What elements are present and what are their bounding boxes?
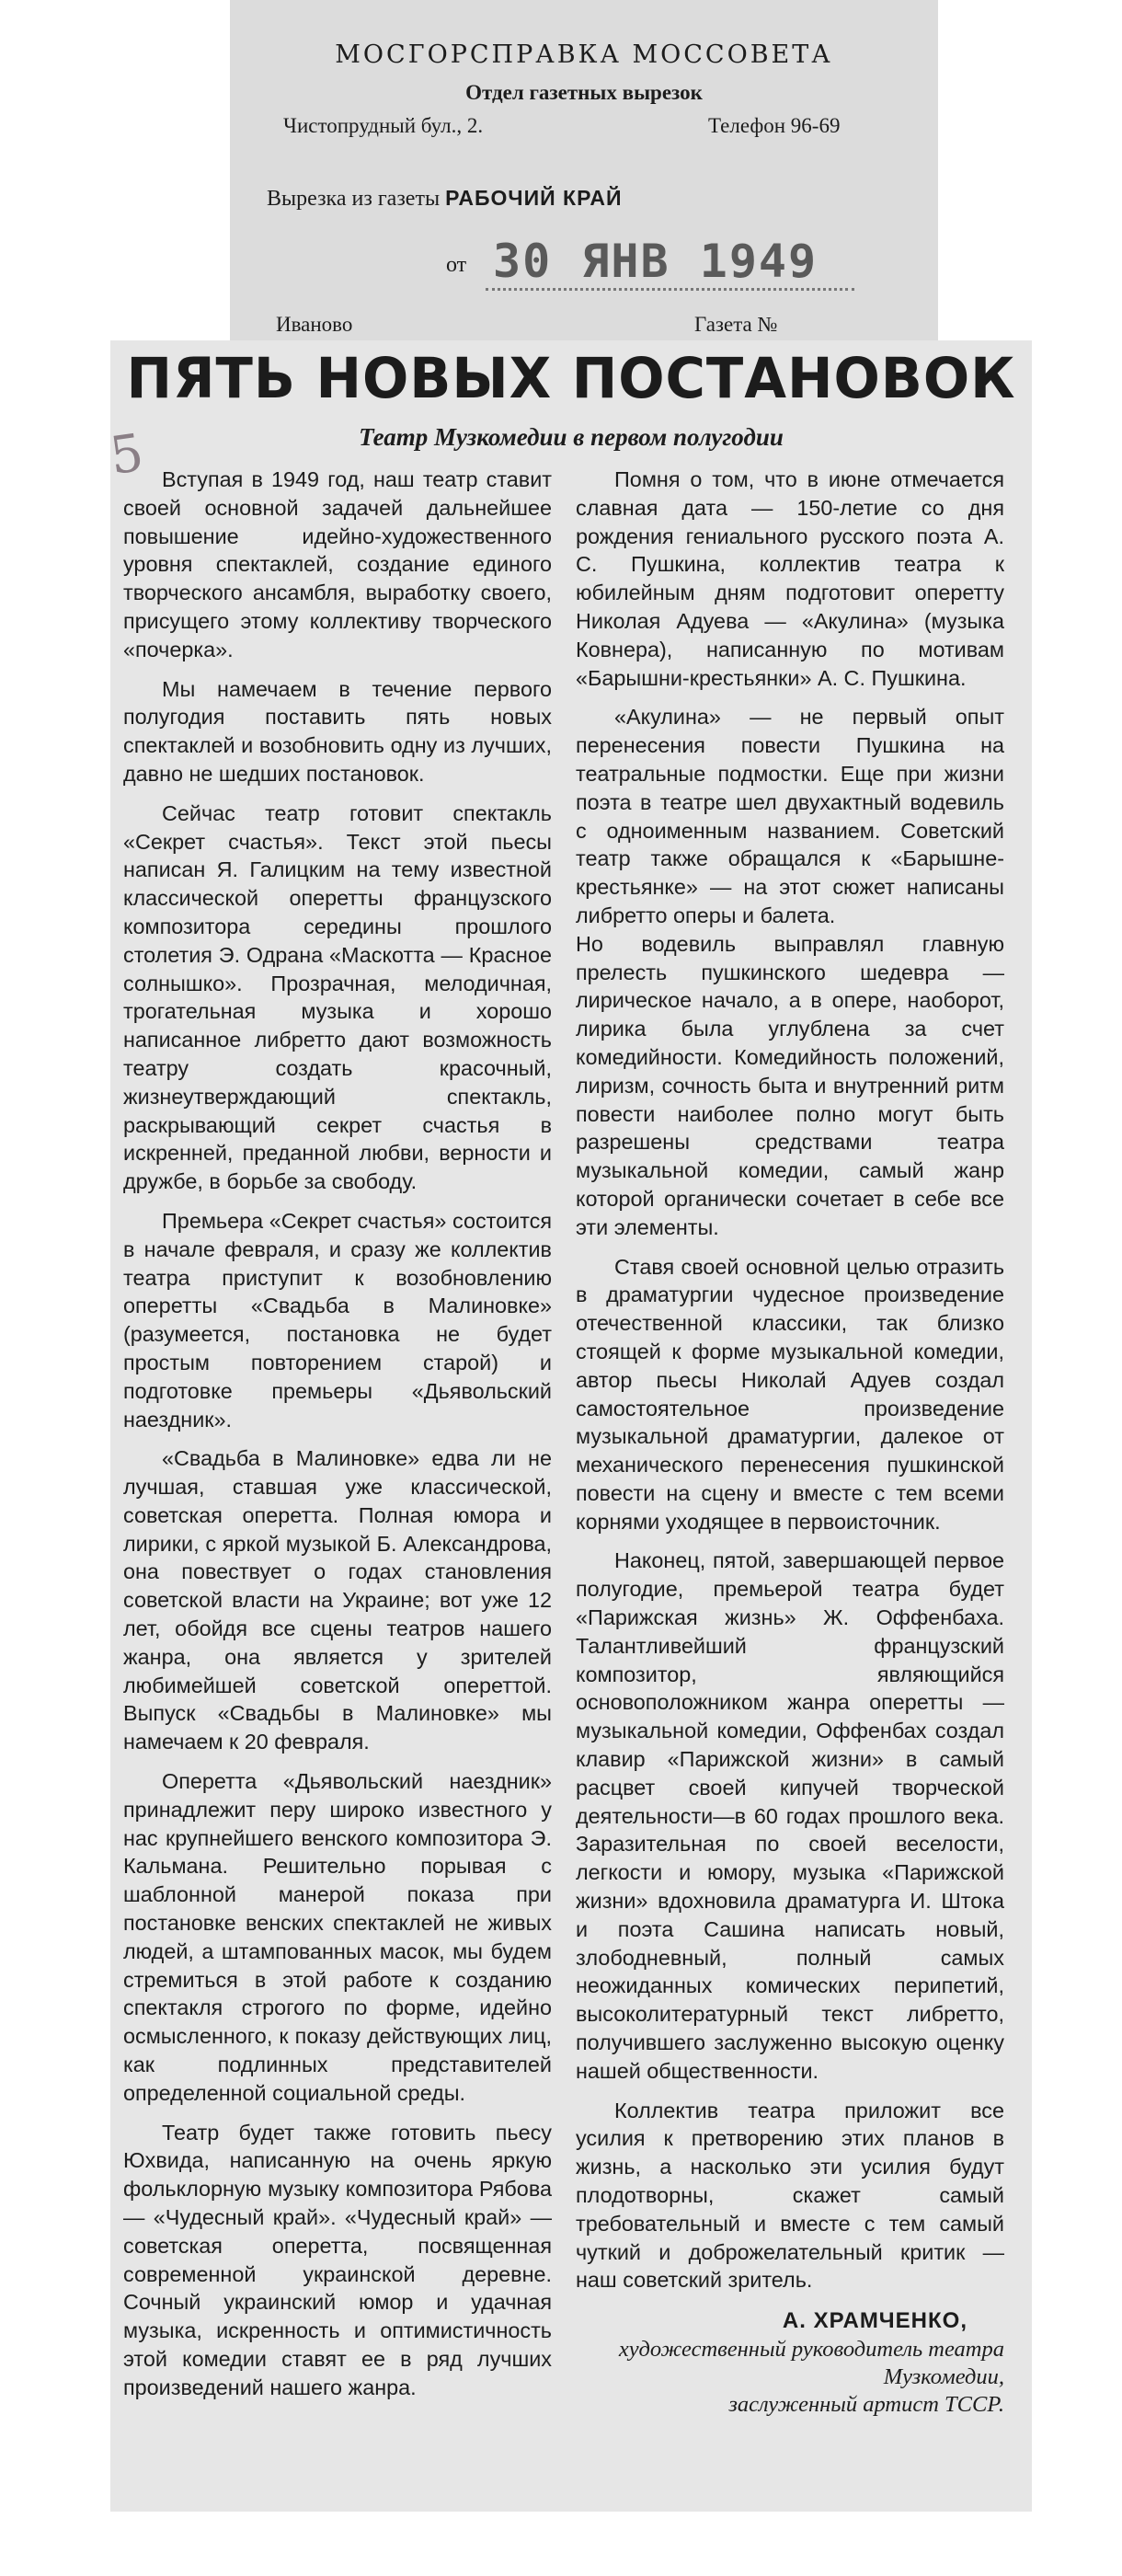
handwritten-margin-mark: 5: [106, 422, 147, 488]
article-left-column: [123, 466, 552, 2413]
paragraph: Помня о том, что в июне отмечается славная дата — 150-летие со дня рождения гениального русского поэта А. С. Пушкина, коллектив театра к юбилейным дням подготовит оперетту Николая Адуева — «Акулина» (музыка Ковнера), написанную по мотивам «Барышни-крестьянки» А. С. Пушкина.: [576, 467, 1004, 690]
paragraph: «Акулина» — не первый опыт перенесения повести Пушкина на театральные подмостки. Еще при жизни поэта в театре шел двухактный водевиль с одноименным названием. Советский театр также обращался к «Барышне-крестьянке» — на этот сюжет написаны либретто оперы и балета.: [576, 705, 1004, 927]
paragraph: Ставя своей основной целью отразить в драматургии чудесное произведение отечественной классики, так близко стоящей к форме музыкальной комедии, автор пьесы Николай Адуев создал самостоятельное произведение музыкальной драматургии, далекое от механического перенесения пушкинской повести на сцену и вместе с тем всеми корнями уходящее в первоисточник.: [576, 1254, 1004, 1534]
mosgorspravka-header-form: [230, 0, 938, 342]
article-right-column: [576, 466, 1004, 2419]
newspaper-clipping: [110, 340, 1032, 2512]
date-stamp: 30 ЯНВ 1949: [486, 235, 854, 291]
paragraph: Оперетта «Дьявольский наездник» принадлежит перу широко известного у нас крупнейшего венского композитора Э. Кальмана. Решительно порывая с шаблонной манерой показа при постановке венских спектаклей не живых людей, а штампованных масок, мы будем стремиться в этой работе к созданию спектакля строгого по форме, идейно осмысленного, к показу действующих лиц, как подлинных представителей определенной социальной среды.: [123, 1769, 552, 2105]
clipping-label: Вырезка из газеты: [267, 187, 441, 211]
paragraph: Но водевиль выправлял главную прелесть пушкинского шедевра — лирическое начало, а в опере, наоборот, лирика была углублена за счет комедийности. Комедийность положений, лиризм, сочность быта и внутренний ритм повести наиболее полно могут быть разрешены средствами театра музыкальной комедии, самый жанр которой органически сочетает в себе все эти элементы.: [576, 931, 1004, 1239]
paragraph: Наконец, пятой, завершающей первое полугодие, премьерой театра будет «Парижская жизнь» Ж. Оффенбаха. Талантливейший французский композитор, являющийся основоположником жанра оперетты — музыкальной комедии, Оффенбах создал клавир «Парижской жизни» в самый расцвет своей кипучей творческой деятельности—в 60 годах прошлого века. Заразительная по своей веселости, легкости и юмору, музыка «Парижской жизни» вдохновила драматурга И. Штока и поэта Сашина написать новый, злободневный, полный самых неожиданных комических перипетий, высоколитературный текст либретто, получившего заслуженно высокую оценку нашей общественности.: [576, 1548, 1004, 2083]
date-label: от: [446, 253, 467, 277]
paragraph: Премьера «Секрет счастья» состоится в начале февраля, и сразу же коллектив театра приступит к возобновлению оперетты «Свадьба в Малиновке» (разумеется, постановка не будет простым повторением старой) и подготовке премьеры «Дьявольский наездник».: [123, 1208, 552, 1432]
author-title-line: заслуженный артист ТССР.: [728, 2392, 1004, 2417]
agency-name: МОСГОРСПРАВКА МОССОВЕТА: [335, 40, 833, 69]
department-name: Отдел газетных вырезок: [465, 81, 703, 104]
clipping-source-line: [267, 186, 623, 212]
agency-address: Чистопрудный бул., 2.: [283, 114, 484, 137]
newspaper-name: РАБОЧИЙ КРАЙ: [445, 186, 623, 210]
article-subheadline: Театр Музкомедии в первом полугодии: [359, 423, 784, 451]
paragraph: Мы намечаем в течение первого полугодия поставить пять новых спектаклей и возобновить одну из лучших, давно не шедших постановок.: [123, 676, 552, 786]
paragraph: Вступая в 1949 год, наш театр ставит своей основной задачей дальнейшее повышение идейно-художественного уровня спектаклей, создание единого творческого ансамбля, выработку своего, присущего этому коллективу творческого «почерка».: [123, 467, 552, 661]
paragraph: «Свадьба в Малиновке» едва ли не лучшая, ставшая уже классической, советская оперетта. Полная юмора и лирики, с яркой музыкой Б. Александрова, она повествует о годах становления советской власти на Украине; вот уже 12 лет, обойдя все сцены театров нашего жанра, она является у зрителей любимейшей советской опереттой. Выпуск «Свадьбы в Малиновке» мы намечаем к 20 февраля.: [123, 1446, 552, 1754]
author-title-line: художественный руководитель театра Музкомедии,: [618, 2337, 1004, 2389]
paper-number-label: Газета №: [694, 313, 778, 336]
article-headline: ПЯТЬ НОВЫХ ПОСТАНОВОК: [126, 346, 1016, 411]
paragraph: Театр будет также готовить пьесу Юхвида, написанную на очень яркую фольклорную музыку композитора Рябова — «Чудесный край». «Чудесный край» — советская оперетта, посвященная современной украинской деревне. Сочный украинский юмор и удачная музыка, искренность и оптимистичность этой комедии ставят ее в ряд лучших произведений нашего жанра.: [123, 2120, 552, 2399]
author-name: А. ХРАМЧЕНКО,: [782, 2308, 967, 2334]
paragraph: Коллектив театра приложит все усилия к претворению этих планов в жизнь, а насколько эти усилия будут плодотворны, скажет самый требовательный и вместе с тем самый чуткий и доброжелательный критик — наш советский зритель.: [576, 2098, 1004, 2293]
agency-phone: Телефон 96-69: [708, 114, 841, 137]
city-name: Иваново: [276, 313, 353, 336]
paragraph: Сейчас театр готовит спектакль «Секрет счастья». Текст этой пьесы написан Я. Галицким на тему известной классической оперетты французского композитора середины прошлого столетия Э. Одрана «Маскотта — Красное солнышко». Прозрачная, мелодичная, трогательная музыка и хорошо написанное либретто дают возможность театру создать красочный, жизнеутверждающий спектакль, раскрывающий секрет счастья в искренней, преданной любви, верности и дружбе, в борьбе за свободу.: [123, 800, 552, 1194]
